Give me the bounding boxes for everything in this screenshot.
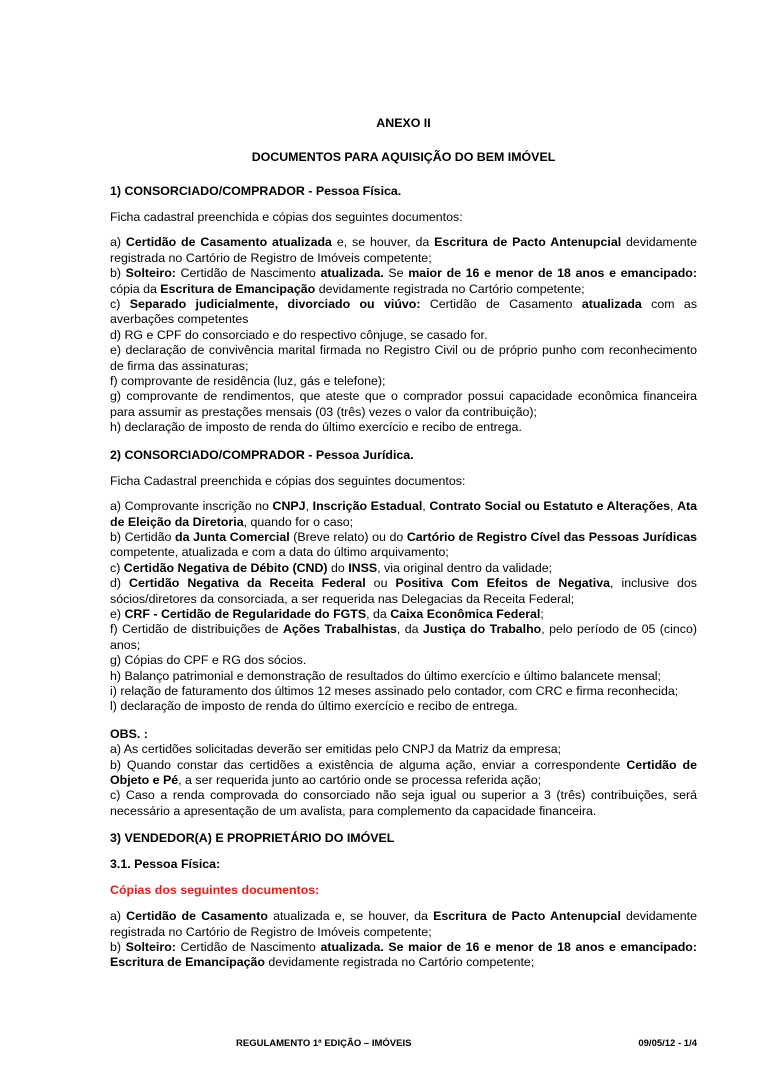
list-item: b) Solteiro: Certidão de Nascimento atualizada. Se maior de 16 e menor de 18 anos e emancipado: Escritura de Emancipação devidamente registrada no Cartório competente; [110, 940, 697, 970]
section-2-heading: 2) CONSORCIADO/COMPRADOR - Pessoa Jurídica. [110, 447, 414, 462]
footer-date-page: 09/05/12 - 1/4 [638, 1038, 697, 1049]
list-item: g) Cópias do CPF e RG dos sócios. [110, 653, 307, 668]
document-title: DOCUMENTOS PARA AQUISIÇÃO DO BEM IMÓVEL [251, 150, 556, 164]
page-footer [236, 1038, 697, 1049]
section-3-heading: 3) VENDEDOR(A) E PROPRIETÁRIO DO IMÓVEL [110, 831, 395, 846]
section-1-list [110, 235, 697, 435]
list-item: b) Quando constar das certidões a existência de alguma ação, enviar a correspondente Certidão de Objeto e Pé, a ser requerida junto ao cartório onde se processa referida ação; [110, 757, 697, 787]
list-item: d) Certidão Negativa da Receita Federal ou Positiva Com Efeitos de Negativa, inclusive dos sócios/diretores da consorciada, a ser requerida nas Delegacias da Receita Federal; [110, 576, 698, 606]
list-item: c) Separado judicialmente, divorciado ou viúvo: Certidão de Casamento atualizada com as averbações competentes [110, 297, 698, 327]
list-item: b) Certidão da Junta Comercial (Breve relato) ou do Cartório de Registro Cível das Pessoas Jurídicas competente, atualizada e com a data do último arquivamento; [110, 529, 697, 560]
list-item: a) As certidões solicitadas deverão ser emitidas pelo CNPJ da Matriz da empresa; [110, 742, 562, 757]
section-2-intro: Ficha Cadastral preenchida e cópias dos seguintes documentos: [110, 473, 466, 488]
section-1-heading: 1) CONSORCIADO/COMPRADOR - Pessoa Física. [110, 184, 402, 198]
list-item: h) Balanço patrimonial e demonstração de resultados do último exercício e último balancete mensal; [110, 668, 661, 683]
list-item: l) declaração de imposto de renda do último exercício e recibo de entrega. [110, 699, 518, 714]
list-item: c) Caso a renda comprovada do consorciado não seja igual ou superior a 3 (três) contribuições, será necessário a apresentação de um avalista, para complemento da capacidade financeira. [110, 788, 697, 818]
list-item: f) comprovante de residência (luz, gás e telefone); [110, 374, 386, 389]
section-3-list [110, 909, 697, 971]
section-2-list [110, 499, 697, 715]
list-item: d) RG e CPF do consorciado e do respectivo cônjuge, se casado for. [110, 327, 488, 342]
obs-heading: OBS. : [110, 726, 148, 741]
list-item: a) Certidão de Casamento atualizada e, se houver, da Escritura de Pacto Antenupcial devidamente registrada no Cartório de Registro de Imóveis competente; [110, 909, 697, 939]
list-item: a) Comprovante inscrição no CNPJ, Inscrição Estadual, Contrato Social ou Estatuto e Alterações, Ata de Eleição da Diretoria, quando for o caso; [110, 499, 698, 529]
list-item: g) comprovante de rendimentos, que ateste que o comprador possui capacidade econômica financeira para assumir as prestações mensais (03 (três) vezes o valor da contribuição); [110, 389, 697, 419]
section-3-copies-label: Cópias dos seguintes documentos: [110, 883, 320, 898]
section-3-1-heading: 3.1. Pessoa Física: [110, 857, 221, 872]
list-item: e) CRF - Certidão de Regularidade do FGTS, da Caixa Econômica Federal; [110, 606, 544, 621]
annex-title: ANEXO II [376, 116, 431, 130]
list-item: f) Certidão de distribuições de Ações Trabalhistas, da Justiça do Trabalho, pelo período de 05 (cinco) anos; [110, 622, 697, 652]
list-item: b) Solteiro: Certidão de Nascimento atualizada. Se maior de 16 e menor de 18 anos e emancipado: cópia da Escritura de Emancipação devidamente registrada no Cartório competente; [110, 266, 698, 296]
list-item: i) relação de faturamento dos últimos 12 meses assinado pelo contador, com CRC e firma reconhecida; [110, 683, 679, 698]
list-item: a) Certidão de Casamento atualizada e, se houver, da Escritura de Pacto Antenupcial devidamente registrada no Cartório de Registro de Imóveis competente; [110, 235, 697, 265]
document-page [110, 116, 697, 983]
list-item: e) declaração de convivência marital firmada no Registro Civil ou de próprio punho com reconhecimento de firma das assinaturas; [110, 343, 697, 373]
section-1-intro: Ficha cadastral preenchida e cópias dos seguintes documentos: [110, 210, 463, 224]
list-item: h) declaração de imposto de renda do último exercício e recibo de entrega. [110, 420, 522, 435]
footer-edition: REGULAMENTO 1ª EDIÇÃO – IMÓVEIS [236, 1038, 412, 1049]
observations [110, 727, 697, 819]
list-item: c) Certidão Negativa de Débito (CND) do INSS, via original dentro da validade; [110, 560, 553, 575]
